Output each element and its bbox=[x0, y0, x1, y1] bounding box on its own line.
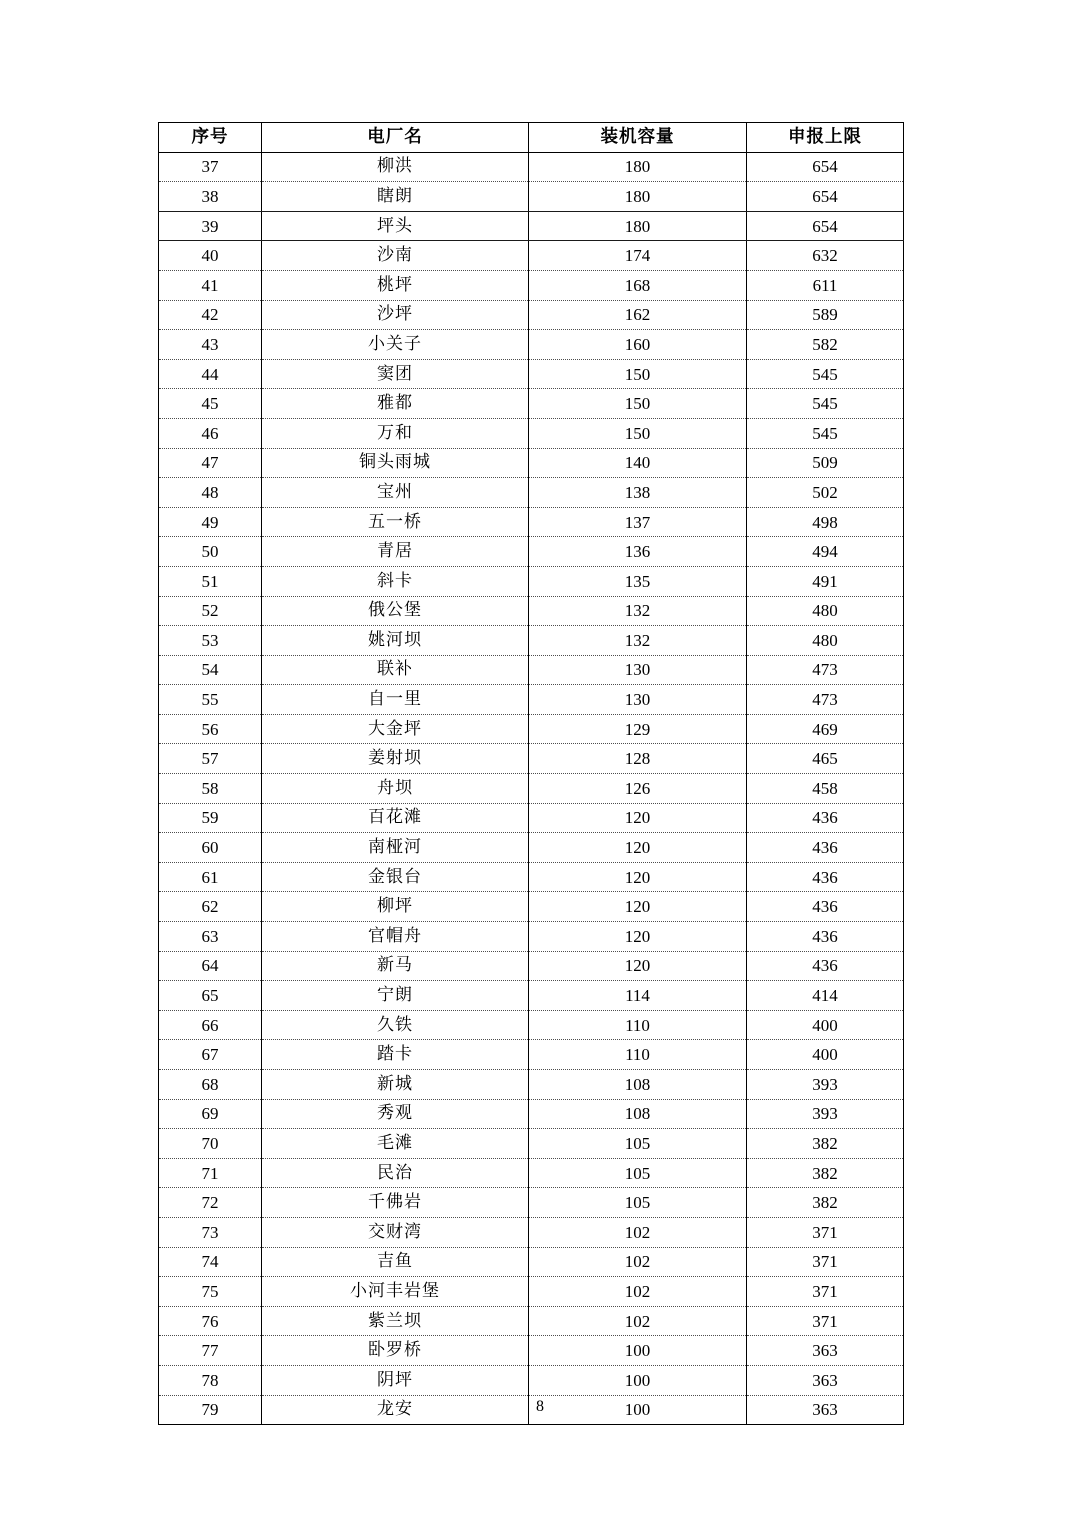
table-row bbox=[159, 537, 904, 567]
cell-plant-name: 万和 bbox=[262, 418, 529, 448]
cell-declared-limit: 465 bbox=[747, 744, 904, 774]
cell-sequence: 47 bbox=[159, 448, 262, 478]
cell-declared-limit: 480 bbox=[747, 596, 904, 626]
table-row bbox=[159, 1217, 904, 1247]
cell-sequence: 63 bbox=[159, 922, 262, 952]
cell-sequence: 67 bbox=[159, 1040, 262, 1070]
cell-sequence: 38 bbox=[159, 182, 262, 212]
cell-installed-capacity: 114 bbox=[529, 981, 747, 1011]
cell-sequence: 73 bbox=[159, 1217, 262, 1247]
cell-declared-limit: 473 bbox=[747, 685, 904, 715]
cell-declared-limit: 371 bbox=[747, 1217, 904, 1247]
cell-declared-limit: 473 bbox=[747, 655, 904, 685]
cell-plant-name: 小河丰岩堡 bbox=[262, 1277, 529, 1307]
cell-declared-limit: 654 bbox=[747, 182, 904, 212]
cell-declared-limit: 436 bbox=[747, 803, 904, 833]
cell-declared-limit: 458 bbox=[747, 774, 904, 804]
cell-declared-limit: 363 bbox=[747, 1336, 904, 1366]
table-row bbox=[159, 981, 904, 1011]
cell-sequence: 50 bbox=[159, 537, 262, 567]
cell-sequence: 41 bbox=[159, 270, 262, 300]
table-row bbox=[159, 182, 904, 212]
cell-declared-limit: 611 bbox=[747, 270, 904, 300]
table-header bbox=[159, 123, 904, 153]
cell-declared-limit: 382 bbox=[747, 1158, 904, 1188]
cell-sequence: 76 bbox=[159, 1306, 262, 1336]
cell-declared-limit: 371 bbox=[747, 1306, 904, 1336]
cell-declared-limit: 436 bbox=[747, 892, 904, 922]
cell-installed-capacity: 102 bbox=[529, 1247, 747, 1277]
cell-plant-name: 新城 bbox=[262, 1070, 529, 1100]
column-header-sequence: 序号 bbox=[159, 123, 262, 153]
table-row bbox=[159, 1129, 904, 1159]
cell-installed-capacity: 108 bbox=[529, 1070, 747, 1100]
table-row bbox=[159, 270, 904, 300]
cell-plant-name: 千佛岩 bbox=[262, 1188, 529, 1218]
table-row bbox=[159, 1158, 904, 1188]
cell-plant-name: 联补 bbox=[262, 655, 529, 685]
cell-declared-limit: 393 bbox=[747, 1070, 904, 1100]
cell-plant-name: 新马 bbox=[262, 951, 529, 981]
cell-declared-limit: 654 bbox=[747, 152, 904, 182]
table-row bbox=[159, 211, 904, 241]
cell-installed-capacity: 129 bbox=[529, 714, 747, 744]
cell-sequence: 72 bbox=[159, 1188, 262, 1218]
cell-declared-limit: 414 bbox=[747, 981, 904, 1011]
cell-plant-name: 沙坪 bbox=[262, 300, 529, 330]
table-row bbox=[159, 1306, 904, 1336]
table-row bbox=[159, 655, 904, 685]
cell-plant-name: 南桠河 bbox=[262, 833, 529, 863]
cell-installed-capacity: 100 bbox=[529, 1365, 747, 1395]
cell-declared-limit: 632 bbox=[747, 241, 904, 271]
cell-declared-limit: 502 bbox=[747, 478, 904, 508]
cell-plant-name: 宝州 bbox=[262, 478, 529, 508]
cell-installed-capacity: 120 bbox=[529, 833, 747, 863]
cell-installed-capacity: 138 bbox=[529, 478, 747, 508]
cell-plant-name: 宁朗 bbox=[262, 981, 529, 1011]
cell-installed-capacity: 105 bbox=[529, 1188, 747, 1218]
cell-declared-limit: 494 bbox=[747, 537, 904, 567]
cell-sequence: 74 bbox=[159, 1247, 262, 1277]
cell-installed-capacity: 102 bbox=[529, 1306, 747, 1336]
cell-declared-limit: 436 bbox=[747, 951, 904, 981]
cell-sequence: 45 bbox=[159, 389, 262, 419]
cell-sequence: 69 bbox=[159, 1099, 262, 1129]
cell-declared-limit: 363 bbox=[812, 1400, 838, 1420]
cell-plant-name: 民治 bbox=[262, 1158, 529, 1188]
cell-plant-name: 沙南 bbox=[262, 241, 529, 271]
cell-installed-capacity: 150 bbox=[529, 359, 747, 389]
cell-installed-capacity: 110 bbox=[529, 1040, 747, 1070]
cell-sequence: 77 bbox=[159, 1336, 262, 1366]
table-row bbox=[159, 1336, 904, 1366]
cell-installed-capacity: 130 bbox=[529, 655, 747, 685]
cell-plant-name: 官帽舟 bbox=[262, 922, 529, 952]
cell-sequence: 62 bbox=[159, 892, 262, 922]
cell-declared-limit: 498 bbox=[747, 507, 904, 537]
cell-installed-capacity: 168 bbox=[529, 270, 747, 300]
table-row bbox=[159, 418, 904, 448]
cell-declared-limit: 436 bbox=[747, 862, 904, 892]
cell-declared-limit: 582 bbox=[747, 330, 904, 360]
cell-sequence: 54 bbox=[159, 655, 262, 685]
table-row bbox=[159, 1070, 904, 1100]
cell-sequence: 49 bbox=[159, 507, 262, 537]
cell-installed-capacity: 108 bbox=[529, 1099, 747, 1129]
cell-installed-capacity: 140 bbox=[529, 448, 747, 478]
table-row bbox=[159, 507, 904, 537]
cell-plant-name: 窦团 bbox=[262, 359, 529, 389]
cell-installed-capacity: 150 bbox=[529, 418, 747, 448]
cell-sequence: 51 bbox=[159, 566, 262, 596]
cell-sequence: 46 bbox=[159, 418, 262, 448]
cell-declared-limit: 371 bbox=[747, 1277, 904, 1307]
cell-installed-capacity: 150 bbox=[529, 389, 747, 419]
table-row bbox=[159, 478, 904, 508]
table-row bbox=[159, 685, 904, 715]
cell-sequence: 48 bbox=[159, 478, 262, 508]
cell-sequence: 70 bbox=[159, 1129, 262, 1159]
cell-plant-name: 踏卡 bbox=[262, 1040, 529, 1070]
table-row bbox=[159, 300, 904, 330]
cell-declared-limit: 436 bbox=[747, 922, 904, 952]
cell-installed-capacity: 120 bbox=[529, 803, 747, 833]
cell-sequence: 79 bbox=[159, 1395, 262, 1425]
cell-installed-capacity: 137 bbox=[529, 507, 747, 537]
cell-sequence: 60 bbox=[159, 833, 262, 863]
cell-sequence: 55 bbox=[159, 685, 262, 715]
cell-installed-capacity: 100 bbox=[529, 1336, 747, 1366]
cell-sequence: 58 bbox=[159, 774, 262, 804]
cell-installed-capacity: 102 bbox=[529, 1277, 747, 1307]
cell-declared-limit: 371 bbox=[747, 1247, 904, 1277]
cell-plant-name: 毛滩 bbox=[262, 1129, 529, 1159]
cell-plant-name: 斜卡 bbox=[262, 566, 529, 596]
cell-sequence: 56 bbox=[159, 714, 262, 744]
cell-sequence: 61 bbox=[159, 862, 262, 892]
cell-plant-name: 雅都 bbox=[262, 389, 529, 419]
power-plant-table bbox=[158, 122, 904, 1425]
cell-sequence: 40 bbox=[159, 241, 262, 271]
column-header-plant-name: 电厂名 bbox=[262, 123, 529, 153]
table-row bbox=[159, 566, 904, 596]
cell-plant-name: 小关子 bbox=[262, 330, 529, 360]
cell-plant-name: 姚河坝 bbox=[262, 626, 529, 656]
column-header-declared-limit: 申报上限 bbox=[747, 123, 904, 153]
table-row bbox=[159, 626, 904, 656]
cell-installed-capacity: 128 bbox=[529, 744, 747, 774]
cell-plant-name: 金银台 bbox=[262, 862, 529, 892]
power-plant-table-container bbox=[158, 122, 903, 1425]
cell-declared-limit: 480 bbox=[747, 626, 904, 656]
cell-installed-capacity: 105 bbox=[529, 1158, 747, 1188]
cell-plant-name: 铜头雨城 bbox=[262, 448, 529, 478]
cell-plant-name: 龙安 bbox=[262, 1395, 529, 1425]
table-row bbox=[159, 389, 904, 419]
cell-plant-name: 紫兰坝 bbox=[262, 1306, 529, 1336]
cell-sequence: 59 bbox=[159, 803, 262, 833]
table-row bbox=[159, 951, 904, 981]
cell-sequence: 78 bbox=[159, 1365, 262, 1395]
cell-declared-limit: 469 bbox=[747, 714, 904, 744]
cell-installed-capacity: 130 bbox=[529, 685, 747, 715]
table-row bbox=[159, 1188, 904, 1218]
cell-plant-name: 青居 bbox=[262, 537, 529, 567]
cell-installed-capacity: 120 bbox=[529, 892, 747, 922]
table-row bbox=[159, 922, 904, 952]
table-row bbox=[159, 892, 904, 922]
cell-plant-name: 瞎朗 bbox=[262, 182, 529, 212]
table-row bbox=[159, 1365, 904, 1395]
table-row bbox=[159, 744, 904, 774]
cell-installed-capacity: 126 bbox=[529, 774, 747, 804]
cell-plant-name: 百花滩 bbox=[262, 803, 529, 833]
cell-installed-capacity: 132 bbox=[529, 626, 747, 656]
cell-plant-name: 坪头 bbox=[262, 211, 529, 241]
cell-installed-capacity: 120 bbox=[529, 922, 747, 952]
table-row bbox=[159, 774, 904, 804]
cell-installed-capacity: 162 bbox=[529, 300, 747, 330]
cell-sequence: 75 bbox=[159, 1277, 262, 1307]
cell-plant-name: 姜射坝 bbox=[262, 744, 529, 774]
cell-sequence: 53 bbox=[159, 626, 262, 656]
cell-plant-name: 桃坪 bbox=[262, 270, 529, 300]
table-body bbox=[159, 152, 904, 1425]
table-row bbox=[159, 330, 904, 360]
cell-plant-name: 交财湾 bbox=[262, 1217, 529, 1247]
cell-declared-limit: 545 bbox=[747, 389, 904, 419]
table-row bbox=[159, 714, 904, 744]
cell-installed-capacity: 136 bbox=[529, 537, 747, 567]
cell-installed-capacity: 135 bbox=[529, 566, 747, 596]
cell-plant-name: 舟坝 bbox=[262, 774, 529, 804]
cell-declared-limit: 436 bbox=[747, 833, 904, 863]
table-row bbox=[159, 596, 904, 626]
cell-plant-name: 五一桥 bbox=[262, 507, 529, 537]
table-header-row bbox=[159, 123, 904, 153]
cell-sequence: 43 bbox=[159, 330, 262, 360]
cell-declared-limit: 393 bbox=[747, 1099, 904, 1129]
cell-plant-name: 吉鱼 bbox=[262, 1247, 529, 1277]
cell-plant-name: 柳洪 bbox=[262, 152, 529, 182]
cell-sequence: 37 bbox=[159, 152, 262, 182]
table-row bbox=[159, 803, 904, 833]
table-row bbox=[159, 241, 904, 271]
cell-installed-capacity: 102 bbox=[529, 1217, 747, 1247]
cell-sequence: 71 bbox=[159, 1158, 262, 1188]
cell-plant-name: 柳坪 bbox=[262, 892, 529, 922]
cell-declared-limit: 509 bbox=[747, 448, 904, 478]
cell-plant-name: 秀观 bbox=[262, 1099, 529, 1129]
cell-declared-limit: 400 bbox=[747, 1040, 904, 1070]
cell-declared-limit: 363 bbox=[747, 1365, 904, 1395]
cell-plant-name: 卧罗桥 bbox=[262, 1336, 529, 1366]
table-row bbox=[159, 862, 904, 892]
table-row bbox=[159, 1277, 904, 1307]
table-row bbox=[159, 833, 904, 863]
cell-installed-capacity: 180 bbox=[529, 182, 747, 212]
cell-plant-name: 俄公堡 bbox=[262, 596, 529, 626]
cell-sequence: 44 bbox=[159, 359, 262, 389]
cell-sequence: 64 bbox=[159, 951, 262, 981]
cell-declared-limit: 491 bbox=[747, 566, 904, 596]
cell-sequence: 65 bbox=[159, 981, 262, 1011]
cell-plant-name: 大金坪 bbox=[262, 714, 529, 744]
cell-sequence: 68 bbox=[159, 1070, 262, 1100]
cell-installed-capacity: 160 bbox=[529, 330, 747, 360]
cell-declared-limit: 589 bbox=[747, 300, 904, 330]
cell-declared-limit: 654 bbox=[747, 211, 904, 241]
cell-declared-limit: 382 bbox=[747, 1188, 904, 1218]
cell-sequence: 42 bbox=[159, 300, 262, 330]
cell-plant-name: 久铁 bbox=[262, 1010, 529, 1040]
table-row bbox=[159, 152, 904, 182]
cell-installed-capacity: 105 bbox=[529, 1129, 747, 1159]
cell-installed-capacity: 120 bbox=[529, 862, 747, 892]
table-row bbox=[159, 1010, 904, 1040]
table-row bbox=[159, 1040, 904, 1070]
page-number: 8 bbox=[536, 1398, 544, 1415]
cell-installed-capacity: 100 bbox=[529, 1395, 747, 1425]
cell-installed-capacity: 132 bbox=[529, 596, 747, 626]
cell-declared-limit: 382 bbox=[747, 1129, 904, 1159]
cell-installed-capacity: 120 bbox=[529, 951, 747, 981]
cell-sequence: 39 bbox=[159, 211, 262, 241]
cell-installed-capacity: 110 bbox=[529, 1010, 747, 1040]
cell-installed-capacity: 180 bbox=[529, 152, 747, 182]
cell-sequence: 57 bbox=[159, 744, 262, 774]
table-row bbox=[159, 448, 904, 478]
cell-sequence: 52 bbox=[159, 596, 262, 626]
cell-installed-capacity: 180 bbox=[529, 211, 747, 241]
cell-plant-name: 自一里 bbox=[262, 685, 529, 715]
table-row bbox=[159, 1247, 904, 1277]
cell-sequence: 66 bbox=[159, 1010, 262, 1040]
cell-declared-limit: 545 bbox=[747, 359, 904, 389]
cell-plant-name: 阴坪 bbox=[262, 1365, 529, 1395]
table-row bbox=[159, 359, 904, 389]
cell-declared-limit: 545 bbox=[747, 418, 904, 448]
table-row bbox=[159, 1099, 904, 1129]
cell-installed-capacity: 174 bbox=[529, 241, 747, 271]
column-header-installed-capacity: 装机容量 bbox=[529, 123, 747, 153]
cell-declared-limit: 400 bbox=[747, 1010, 904, 1040]
